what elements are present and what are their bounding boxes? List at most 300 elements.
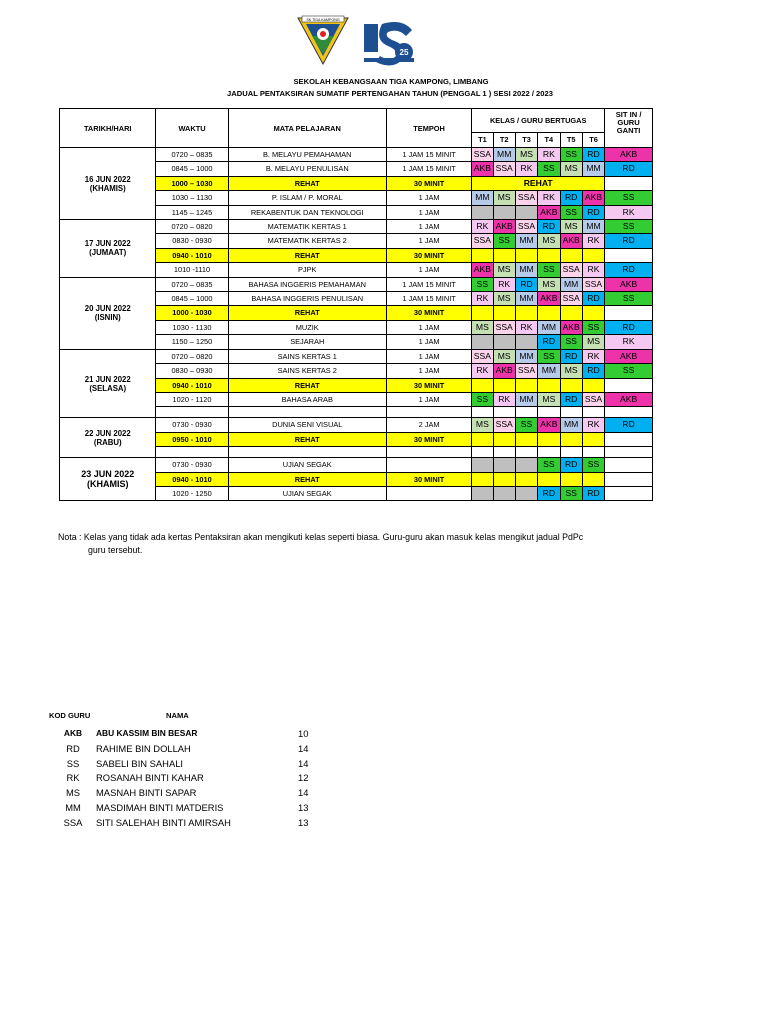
header-t3: T3 [515, 132, 537, 147]
teacher-code: MS [65, 787, 81, 799]
sit-in-cell [605, 306, 653, 320]
teacher-cell: AKB [582, 191, 604, 205]
tempoh-cell: 30 MINIT [386, 432, 471, 446]
teacher-cell: SS [472, 277, 493, 291]
teacher-name: MASNAH BINTI SAPAR [96, 787, 197, 799]
teacher-cell [560, 432, 582, 446]
subject-cell: BAHASA INGGERIS PENULISAN [228, 292, 386, 306]
teacher-cell: RD [560, 191, 582, 205]
subject-cell: SEJARAH [228, 335, 386, 349]
subject-cell: REHAT [228, 378, 386, 392]
waktu-cell: 1020 - 1250 [156, 486, 228, 500]
tempoh-cell: 1 JAM [386, 220, 471, 234]
empty-cell [605, 447, 653, 458]
teacher-cell [472, 472, 493, 486]
day-text: (ISNIN) [94, 313, 121, 323]
teacher-cell [515, 248, 537, 262]
teacher-cell: MS [560, 162, 582, 176]
teacher-cell [493, 306, 515, 320]
teacher-row [58, 743, 358, 758]
tempoh-cell: 1 JAM [386, 364, 471, 378]
empty-cell [538, 407, 560, 418]
teacher-cell [515, 458, 537, 472]
teacher-cell: SS [582, 458, 604, 472]
schedule-table [59, 108, 653, 501]
teacher-cell: MS [472, 320, 493, 334]
teacher-cell: SSA [560, 263, 582, 277]
teacher-cell: AKB [560, 234, 582, 248]
empty-cell [493, 407, 515, 418]
teacher-cell [472, 486, 493, 500]
teacher-count: 13 [298, 816, 309, 828]
waktu-cell: 0830 – 0930 [156, 364, 228, 378]
waktu-cell: 0730 - 0930 [156, 458, 228, 472]
teacher-cell [493, 432, 515, 446]
teacher-cell: RK [582, 263, 604, 277]
teacher-cell: SSA [582, 277, 604, 291]
empty-cell [560, 447, 582, 458]
tempoh-cell: 30 MINIT [386, 306, 471, 320]
teacher-cell: SS [560, 335, 582, 349]
sit-in-cell: AKB [605, 392, 653, 406]
teacher-cell: MM [515, 234, 537, 248]
waktu-cell: 1000 – 1030 [156, 176, 228, 190]
teacher-cell: MM [493, 148, 515, 162]
teacher-cell [515, 306, 537, 320]
teacher-cell [538, 306, 560, 320]
teacher-cell: AKB [560, 320, 582, 334]
teacher-cell: RK [515, 320, 537, 334]
date-text: 21 JUN 2022 [84, 374, 131, 384]
teacher-cell: MM [538, 320, 560, 334]
teacher-cell [493, 458, 515, 472]
teacher-cell: SSA [582, 392, 604, 406]
subject-cell: P. ISLAM / P. MORAL [228, 191, 386, 205]
teacher-cell: MM [515, 292, 537, 306]
note-line-1: Nota : Kelas yang tidak ada kertas Pentaksiran akan mengikuti kelas seperti biasa. Guru-guru akan masuk kelas mengikut jadual PdPc [58, 532, 584, 542]
teacher-cell: SS [472, 392, 493, 406]
subject-cell: SAINS KERTAS 2 [228, 364, 386, 378]
teacher-code: RK [66, 772, 80, 784]
teacher-cell [493, 472, 515, 486]
teacher-name: ABU KASSIM BIN BESAR [96, 728, 198, 738]
teacher-cell: AKB [493, 220, 515, 234]
teacher-cell: MS [493, 349, 515, 363]
teacher-cell: MS [582, 335, 604, 349]
teacher-cell: RD [582, 205, 604, 219]
header-tarikh: TARIKH/HARI [60, 109, 156, 148]
subject-cell: DUNIA SENI VISUAL [228, 418, 386, 432]
sit-in-cell: AKB [605, 148, 653, 162]
teacher-cell: AKB [538, 205, 560, 219]
teacher-code: SS [66, 757, 80, 769]
teacher-cell: MM [515, 392, 537, 406]
teacher-cell [493, 486, 515, 500]
teacher-cell: RD [538, 486, 560, 500]
table-row [60, 458, 653, 472]
table-row [60, 148, 653, 162]
subject-cell: B. MELAYU PENULISAN [228, 162, 386, 176]
table-row [60, 277, 653, 291]
sit-in-cell: RD [605, 234, 653, 248]
note-line-2: guru tersebut. [88, 544, 143, 555]
teacher-cell: MM [582, 220, 604, 234]
teacher-cell: SSA [493, 320, 515, 334]
empty-cell [582, 447, 604, 458]
date-text: 20 JUN 2022 [84, 304, 131, 314]
subject-cell: PJPK [228, 263, 386, 277]
empty-cell [472, 447, 493, 458]
empty-cell [156, 407, 228, 418]
subject-cell: BAHASA ARAB [228, 392, 386, 406]
teacher-cell: RK [582, 418, 604, 432]
teacher-cell: RD [582, 364, 604, 378]
teacher-cell: MS [493, 191, 515, 205]
teacher-cell: MS [515, 148, 537, 162]
subject-cell: B. MELAYU PEMAHAMAN [228, 148, 386, 162]
teacher-cell: RD [560, 392, 582, 406]
empty-cell [515, 447, 537, 458]
teacher-cell: MM [515, 349, 537, 363]
teacher-cell [582, 306, 604, 320]
teacher-cell [582, 472, 604, 486]
waktu-cell: 1150 – 1250 [156, 335, 228, 349]
teacher-cell: MM [538, 364, 560, 378]
empty-cell [228, 407, 386, 418]
waktu-cell: 0845 – 1000 [156, 162, 228, 176]
table-row [60, 349, 653, 363]
teacher-cell [538, 472, 560, 486]
svg-text:25: 25 [399, 48, 409, 57]
document-header [0, 76, 768, 99]
teacher-cell [560, 248, 582, 262]
teacher-cell: AKB [493, 364, 515, 378]
header-tempoh: TEMPOH [386, 109, 471, 148]
subject-cell: REHAT [228, 176, 386, 190]
teacher-cell: AKB [472, 162, 493, 176]
teacher-cell: SS [560, 148, 582, 162]
teacher-cell: RD [582, 292, 604, 306]
waktu-cell: 0830 - 0930 [156, 234, 228, 248]
tempoh-cell: 1 JAM 15 MINIT [386, 292, 471, 306]
subject-cell: REHAT [228, 432, 386, 446]
waktu-cell: 0940 - 1010 [156, 472, 228, 486]
teacher-cell [582, 248, 604, 262]
teacher-cell: MS [472, 418, 493, 432]
teacher-code: AKB [63, 728, 83, 738]
teacher-cell: MS [538, 277, 560, 291]
teacher-cell: SSA [472, 349, 493, 363]
teacher-cell [472, 432, 493, 446]
sit-in-cell: RD [605, 162, 653, 176]
subject-cell: UJIAN SEGAK [228, 486, 386, 500]
teacher-count: 14 [298, 757, 309, 769]
teacher-cell: RK [582, 234, 604, 248]
teacher-cell: MS [560, 220, 582, 234]
sit-in-cell: RD [605, 320, 653, 334]
teacher-cell: RK [472, 364, 493, 378]
empty-cell [560, 407, 582, 418]
sit-in-cell [605, 176, 653, 190]
teacher-cell: MM [472, 191, 493, 205]
tempoh-cell: 1 JAM [386, 205, 471, 219]
sit-in-cell: SS [605, 220, 653, 234]
teacher-cell: MM [515, 263, 537, 277]
date-text: 17 JUN 2022 [84, 239, 131, 249]
waktu-cell: 0940 - 1010 [156, 248, 228, 262]
teacher-cell: RK [538, 148, 560, 162]
teacher-row [58, 758, 358, 773]
teacher-cell: RK [472, 220, 493, 234]
date-cell [60, 277, 156, 349]
waktu-cell: 0730 - 0930 [156, 418, 228, 432]
tempoh-cell: 1 JAM [386, 392, 471, 406]
day-text: (KHAMIS) [86, 479, 129, 490]
tempoh-cell: 1 JAM [386, 263, 471, 277]
empty-cell [582, 407, 604, 418]
tempoh-cell: 1 JAM 15 MINIT [386, 148, 471, 162]
subject-cell: MUZIK [228, 320, 386, 334]
sit-in-cell [605, 458, 653, 472]
teacher-cell: SS [538, 263, 560, 277]
tempoh-cell: 1 JAM [386, 191, 471, 205]
teacher-cell: RD [560, 458, 582, 472]
teacher-code: MM [65, 801, 81, 813]
document-title: JADUAL PENTAKSIRAN SUMATIF PERTENGAHAN TAHUN (PENGGAL 1 ) SESI 2022 / 2023 [227, 88, 553, 98]
header-mata-pelajaran: MATA PELAJARAN [228, 109, 386, 148]
teacher-cell: SSA [472, 234, 493, 248]
waktu-cell: 1030 – 1130 [156, 191, 228, 205]
day-text: (SELASA) [89, 383, 127, 393]
sit-in-cell [605, 248, 653, 262]
header-t2: T2 [493, 132, 515, 147]
waktu-cell: 0940 - 1010 [156, 378, 228, 392]
teacher-cell: RK [472, 292, 493, 306]
teacher-cell: RD [538, 335, 560, 349]
subject-cell: REHAT [228, 472, 386, 486]
date-cell [60, 418, 156, 458]
teacher-row [58, 787, 358, 802]
teacher-cell: AKB [538, 418, 560, 432]
header-t5: T5 [560, 132, 582, 147]
teacher-cell: SS [538, 458, 560, 472]
teacher-cell: MM [560, 277, 582, 291]
teacher-cell: SSA [472, 148, 493, 162]
teacher-row [58, 728, 358, 743]
subject-cell: SAINS KERTAS 1 [228, 349, 386, 363]
teacher-cell: SS [582, 320, 604, 334]
teacher-cell: MS [493, 263, 515, 277]
teacher-cell: RD [515, 277, 537, 291]
header-t4: T4 [538, 132, 560, 147]
teacher-cell: MS [538, 234, 560, 248]
table-row [60, 418, 653, 432]
teacher-cell [538, 378, 560, 392]
sit-in-cell: SS [605, 292, 653, 306]
teacher-cell [493, 378, 515, 392]
teacher-list [58, 728, 358, 832]
teacher-cell: AKB [538, 292, 560, 306]
teacher-cell [515, 378, 537, 392]
date-cell [60, 349, 156, 418]
subject-cell: UJIAN SEGAK [228, 458, 386, 472]
waktu-cell: 0720 – 0820 [156, 349, 228, 363]
teacher-cell: SSA [560, 292, 582, 306]
teacher-cell: MM [560, 418, 582, 432]
teacher-code: SSA [63, 816, 83, 828]
sit-in-cell: AKB [605, 349, 653, 363]
teacher-cell: MM [582, 162, 604, 176]
teacher-count: 12 [298, 772, 309, 784]
teacher-cell [582, 432, 604, 446]
tempoh-cell: 1 JAM [386, 320, 471, 334]
svg-text:SK TIGA KAMPONG: SK TIGA KAMPONG [306, 18, 340, 22]
date-text: 23 JUN 2022 [81, 469, 135, 480]
teacher-cell: SSA [515, 220, 537, 234]
header-sit-in: SIT IN / GURU GANTI [605, 109, 653, 148]
teacher-cell [472, 306, 493, 320]
empty-cell [156, 447, 228, 458]
teacher-cell [472, 248, 493, 262]
teacher-cell: MS [493, 292, 515, 306]
teacher-cell: RD [582, 486, 604, 500]
subject-cell: REHAT [228, 306, 386, 320]
tempoh-cell: 30 MINIT [386, 378, 471, 392]
day-text: (JUMAAT) [89, 248, 127, 258]
waktu-cell: 0950 - 1010 [156, 432, 228, 446]
teacher-cell: AKB [472, 263, 493, 277]
day-text: (RABU) [93, 437, 122, 447]
teacher-cell [538, 248, 560, 262]
waktu-cell: 1000 - 1030 [156, 306, 228, 320]
teacher-cell: RK [538, 191, 560, 205]
teacher-cell: RK [515, 162, 537, 176]
header-kelas-guru-bertugas: KELAS / GURU BERTUGAS [472, 109, 605, 133]
table-row [60, 220, 653, 234]
teacher-name: ROSANAH BINTI KAHAR [96, 772, 204, 784]
teacher-cell [472, 378, 493, 392]
anniversary-logo-icon [360, 16, 418, 66]
teacher-cell [515, 335, 537, 349]
sit-in-cell [605, 486, 653, 500]
sit-in-cell [605, 378, 653, 392]
tempoh-cell [386, 458, 471, 472]
teacher-cell [493, 205, 515, 219]
teacher-cell [538, 432, 560, 446]
tempoh-cell: 30 MINIT [386, 248, 471, 262]
waktu-cell: 0845 – 1000 [156, 292, 228, 306]
teacher-name: SITI SALEHAH BINTI AMIRSAH [96, 816, 231, 828]
teacher-name: MASDIMAH BINTI MATDERIS [96, 801, 224, 813]
waktu-cell: 0720 – 0820 [156, 220, 228, 234]
tempoh-cell: 1 JAM 15 MINIT [386, 277, 471, 291]
sit-in-cell: SS [605, 364, 653, 378]
sit-in-cell [605, 472, 653, 486]
empty-cell [386, 447, 471, 458]
rehat-merged-cell: REHAT [472, 176, 605, 190]
date-cell [60, 148, 156, 220]
teacher-cell: SSA [515, 191, 537, 205]
note [58, 531, 658, 556]
tempoh-cell: 30 MINIT [386, 176, 471, 190]
teacher-cell [515, 472, 537, 486]
sit-in-cell: RK [605, 335, 653, 349]
teacher-count: 10 [298, 728, 309, 739]
teacher-cell: SS [560, 205, 582, 219]
empty-cell [493, 447, 515, 458]
sit-in-cell: SS [605, 191, 653, 205]
tempoh-cell: 1 JAM [386, 234, 471, 248]
teacher-code: RD [66, 742, 80, 754]
tempoh-cell: 1 JAM 15 MINIT [386, 162, 471, 176]
teacher-row [58, 772, 358, 787]
subject-cell: MATEMATIK KERTAS 1 [228, 220, 386, 234]
teacher-cell: SS [538, 162, 560, 176]
teacher-name: RAHIME BIN DOLLAH [96, 742, 191, 754]
teacher-cell [560, 378, 582, 392]
teacher-cell: MS [538, 392, 560, 406]
teacher-cell: SSA [515, 364, 537, 378]
empty-cell [472, 407, 493, 418]
date-text: 16 JUN 2022 [84, 174, 131, 184]
kod-guru-header: KOD GURU [49, 711, 91, 720]
subject-cell: BAHASA INGGERIS PEMAHAMAN [228, 277, 386, 291]
subject-cell: REKABENTUK DAN TEKNOLOGI [228, 205, 386, 219]
teacher-cell [560, 472, 582, 486]
tempoh-cell: 1 JAM [386, 349, 471, 363]
date-text: 22 JUN 2022 [84, 428, 131, 438]
teacher-cell [515, 205, 537, 219]
teacher-row [58, 817, 358, 832]
teacher-cell: SSA [493, 162, 515, 176]
teacher-name: SABELI BIN SAHALI [96, 757, 184, 769]
sit-in-cell: RK [605, 205, 653, 219]
empty-cell [228, 447, 386, 458]
waktu-cell: 1030 - 1130 [156, 320, 228, 334]
teacher-row [58, 802, 358, 817]
teacher-count: 14 [298, 787, 309, 799]
teacher-cell: SS [515, 418, 537, 432]
tempoh-cell: 1 JAM [386, 335, 471, 349]
tempoh-cell: 30 MINIT [386, 472, 471, 486]
sit-in-cell: RD [605, 418, 653, 432]
teacher-cell: RK [582, 349, 604, 363]
waktu-cell: 1145 – 1245 [156, 205, 228, 219]
header-t1: T1 [472, 132, 493, 147]
teacher-cell [515, 432, 537, 446]
nama-header: NAMA [166, 711, 189, 720]
school-crest-icon [296, 14, 350, 66]
header-t6: T6 [582, 132, 604, 147]
tempoh-cell: 2 JAM [386, 418, 471, 432]
sit-in-cell: AKB [605, 277, 653, 291]
teacher-cell: SS [493, 234, 515, 248]
teacher-cell [472, 335, 493, 349]
teacher-count: 14 [298, 742, 309, 754]
teacher-cell: RK [493, 277, 515, 291]
teacher-cell [493, 248, 515, 262]
waktu-cell: 1010 -1110 [156, 263, 228, 277]
date-cell [60, 220, 156, 278]
teacher-cell: SSA [493, 418, 515, 432]
day-text: (KHAMIS) [89, 183, 126, 193]
subject-cell: MATEMATIK KERTAS 2 [228, 234, 386, 248]
empty-cell [386, 407, 471, 418]
subject-cell: REHAT [228, 248, 386, 262]
teacher-cell: RD [560, 349, 582, 363]
teacher-cell [472, 205, 493, 219]
teacher-cell [515, 486, 537, 500]
